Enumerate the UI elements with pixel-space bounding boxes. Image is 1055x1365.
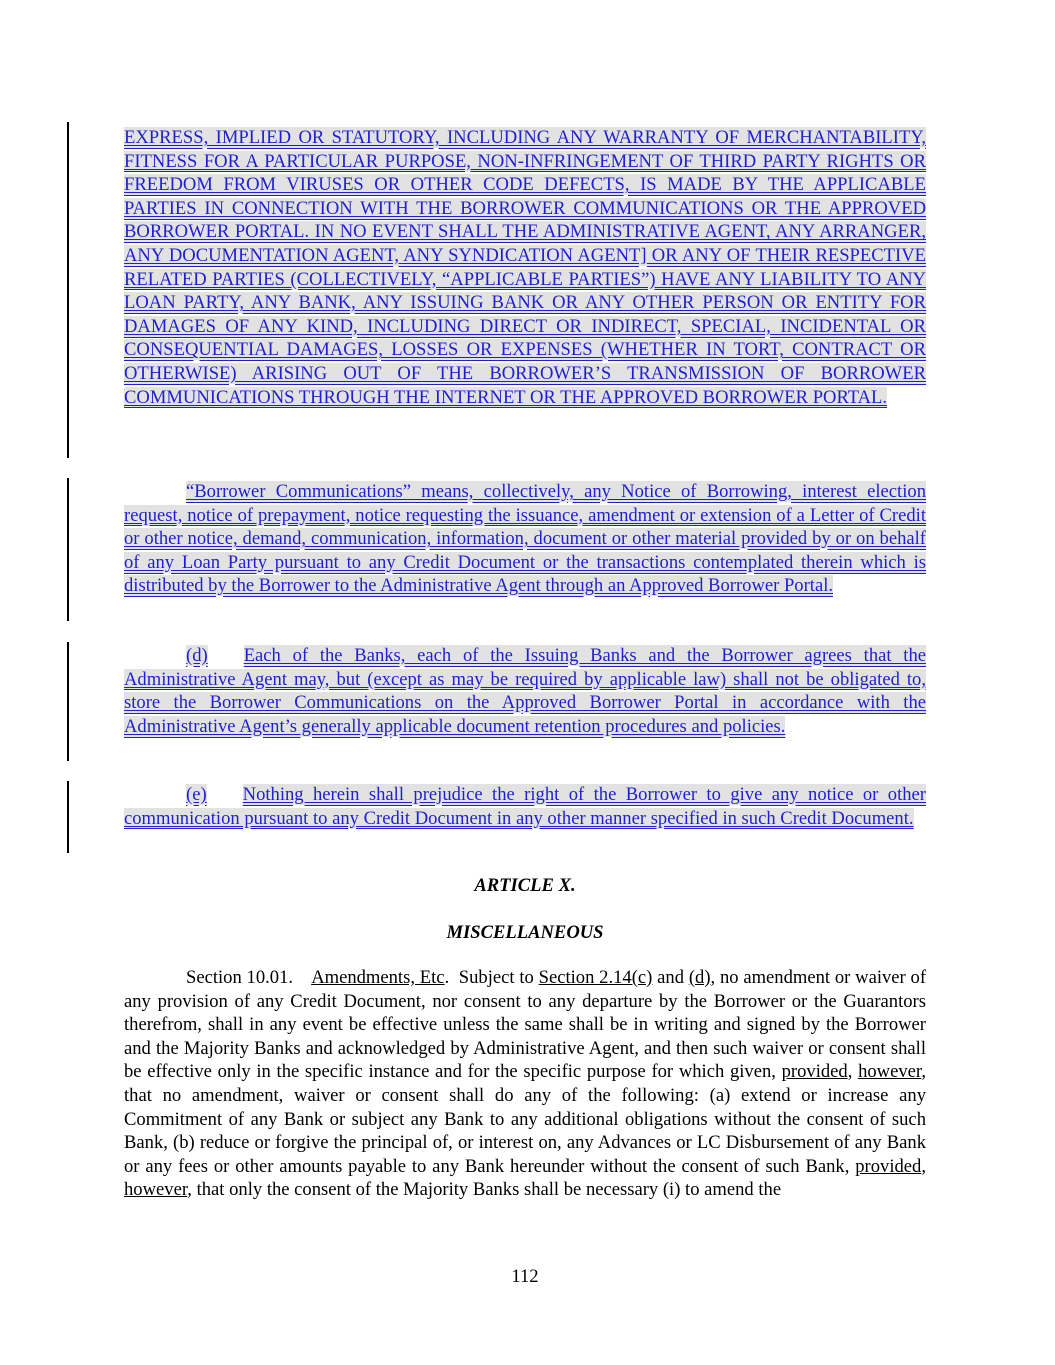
change-bar (67, 642, 69, 761)
definition-text: “Borrower Communications” means, collectively, any Notice of Borrowing, interest election request, notice of prepayment, notice requesting the issuance, amendment or extension of a Letter of Credit or other notice, demand, communication, information, document or other material provided by or on behalf of any Loan Party pursuant to any Credit Document or the transactions contemplated therein which is distributed by the Borrower to the Administrative Agent through an Approved Borrower Portal. (124, 481, 926, 597)
clause-d-label: (d) (186, 645, 208, 666)
clause-d-paragraph (124, 644, 926, 738)
section-heading: Amendments, Etc (311, 967, 445, 988)
change-bar (67, 478, 69, 621)
section-body-2: , that no amendment, waiver or consent shall do any of the following: (a) extend or increase any Commitment of any Bank or subject any Bank to any additional obligations without the consent of such Bank, (b) reduce or forgive the principal of, or interest on, any Advances or LC Disbursement of any Bank or any fees or other amounts payable to any Bank hereunder without the consent of such Bank, (124, 1061, 926, 1177)
clause-e-text: Nothing herein shall prejudice the right of the Borrower to give any notice or other communication pursuant to any Credit Document in any other manner specified in such Credit Document. (124, 784, 926, 829)
section-intro: Subject to (458, 967, 534, 988)
disclaimer-paragraph (124, 126, 926, 409)
section-ref-d: (d) (688, 967, 711, 988)
section-body-1: , no amendment or waiver of any provision of any Credit Document, nor consent to any departure by the Borrower or the Guarantors therefrom, shall in any event be effective unless the same shall be in writing and signed by the Borrower and the Majority Banks and acknowledged by Administrative Agent, and then such waiver or consent shall be effective only in the specific instance and for the specific purpose for which given, (124, 967, 927, 1083)
change-bar (67, 122, 69, 458)
provided-term-1: provided (781, 1061, 848, 1083)
article-title: MISCELLANEOUS (446, 922, 604, 943)
however-term-1: however (858, 1061, 922, 1083)
borrower-communications-definition (124, 480, 926, 598)
provided-term-2: provided (855, 1155, 922, 1177)
clause-e-paragraph (124, 783, 926, 830)
section-number: Section 10.01. (186, 967, 294, 988)
section-body-3: , that only the consent of the Majority Banks shall be necessary (i) to amend the (187, 1179, 782, 1201)
disclaimer-text: EXPRESS, IMPLIED OR STATUTORY, INCLUDING ANY WARRANTY OF MERCHANTABILITY, FITNESS FOR A PARTICULAR PURPOSE, NON-INFRINGEMENT OF THIRD PARTY RIGHTS OR FREEDOM FROM VIRUSES OR OTHER CODE DEFECTS, IS MADE BY THE APPLICABLE PARTIES IN CONNECTION WITH THE BORROWER COMMUNICATIONS OR THE APPROVED BORROWER PORTAL. IN NO EVENT SHALL THE ADMINISTRATIVE AGENT, ANY ARRANGER, ANY DOCUMENTATION AGENT, ANY SYNDICATION AGENT] OR ANY OF THEIR RESPECTIVE RELATED PARTIES (COLLECTIVELY, “APPLICABLE PARTIES”) HAVE ANY LIABILITY TO ANY LOAN PARTY, ANY BANK, ANY ISSUING BANK OR ANY OTHER PERSON OR ENTITY FOR DAMAGES OF ANY KIND, INCLUDING DIRECT OR INDIRECT, SPECIAL, INCIDENTAL OR CONSEQUENTIAL DAMAGES, LOSSES OR EXPENSES (WHETHER IN TORT, CONTRACT OR OTHERWISE) ARISING OUT OF THE BORROWER’S TRANSMISSION OF BORROWER COMMUNICATIONS THROUGH THE INTERNET OR THE APPROVED BORROWER PORTAL. (124, 127, 926, 408)
clause-d-text: Each of the Banks, each of the Issuing Banks and the Borrower agrees that the Administrative Agent may, but (except as may be required by applicable law) shall not be obligated to, store the Borrower Communications on the Approved Borrower Portal in accordance with the Administrative Agent’s generally applicable document retention procedures and policies. (124, 645, 926, 737)
change-bar (67, 781, 69, 853)
section-ref-2-14c: Section 2.14(c) (538, 967, 653, 988)
however-term-2: however (124, 1179, 188, 1201)
section-10-01-paragraph: Section 10.01. Amendments, Etc. Subject to Section 2.14(c) and (d), no amendment or waiver of any provision of any Credit Document, nor consent to any departure by the Borrower or the Guarantors therefrom, shall in any event be effective unless the same shall be in writing and signed by the Borrower and the Majority Banks and acknowledged by Administrative Agent, and then such waiver or consent shall be effective only in the specific instance and for the specific purpose for which given, provided, however, that no amendment, waiver or consent shall do any of the following: (a) extend or increase any Commitment of any Bank or subject any Bank to any additional obligations without the consent of such Bank, (b) reduce or forgive the principal of, or interest on, any Advances or LC Disbursement of any Bank or any fees or other amounts payable to any Bank hereunder without the consent of such Bank, provided, however, that only the consent of the Majority Banks shall be necessary (i) to amend the (124, 967, 927, 1201)
article-number: ARTICLE X. (474, 875, 576, 896)
page-number: 112 (511, 1266, 539, 1287)
section-and: and (657, 967, 685, 988)
clause-e-label: (e) (186, 784, 207, 805)
